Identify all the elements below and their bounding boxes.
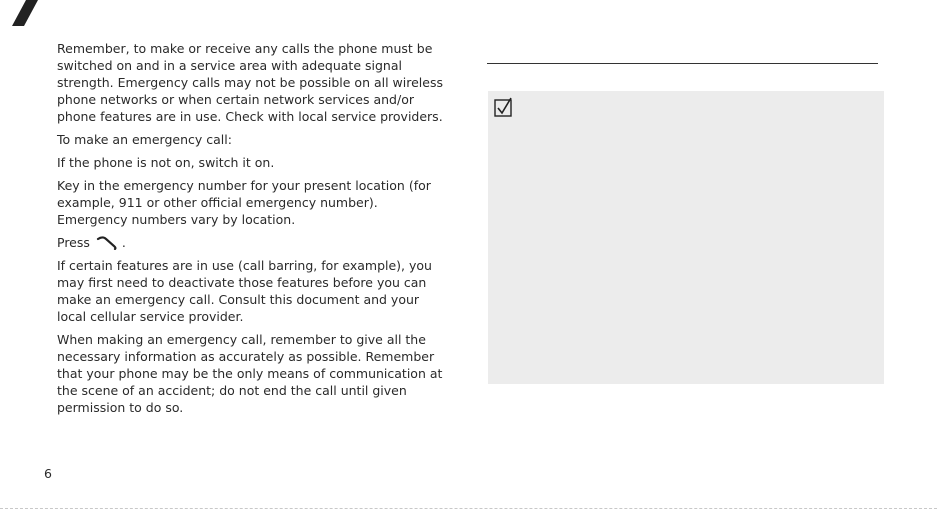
corner-slash-mark (12, 0, 38, 26)
press-paragraph (57, 234, 449, 251)
intro-paragraph: Remember, to make or receive any calls the phone must be switched on and in a service area with adequate signal strength. Emergency calls may not be possible on all wireless phone networks or when certain network services and/or phone features are in use. Check with local service providers. (57, 41, 443, 124)
key-in-paragraph: Key in the emergency number for your present location (for example, 911 or other official emergency number). Emergency numbers vary by location. (57, 178, 431, 227)
switch-on-paragraph: If the phone is not on, switch it on. (57, 155, 275, 170)
page-number: 6 (44, 466, 52, 481)
note-box (488, 91, 884, 384)
checkbox-icon (494, 97, 514, 117)
features-paragraph: If certain features are in use (call barring, for example), you may first need to deactivate those features before you can make an emergency call. Consult this document and your local cellular service provider. (57, 258, 432, 324)
to-make-paragraph: To make an emergency call: (57, 132, 232, 147)
footer-dashed-line (0, 508, 937, 509)
main-text-column (57, 40, 449, 422)
press-period: . (121, 235, 126, 250)
press-text: Press (57, 235, 90, 250)
making-paragraph: When making an emergency call, remember to give all the necessary information as accurately as possible. Remember that your phone may be the only means of communication at the scene of an accident; do not end the call until given permission to do so. (57, 332, 443, 415)
section-rule (487, 63, 878, 64)
phone-send-icon (96, 236, 118, 250)
